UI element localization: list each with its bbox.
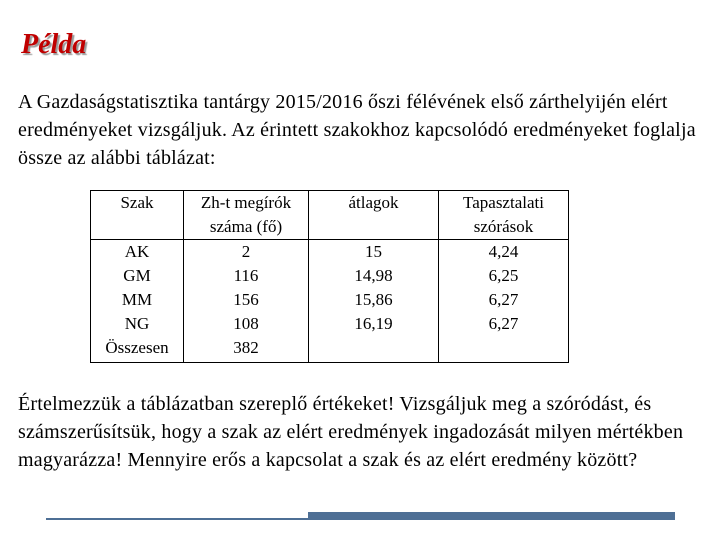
mean-value: 14,98 (354, 266, 393, 285)
header-mean: átlagok (309, 191, 439, 240)
mean-value: 16,19 (354, 314, 393, 333)
column-szak (91, 240, 184, 363)
mean-value: 15,86 (354, 290, 393, 309)
count-value: 108 (233, 314, 259, 333)
count-value: 2 (241, 242, 251, 261)
count-value: 116 (233, 266, 259, 285)
szak-value: GM (123, 266, 151, 285)
table-body-row (91, 240, 569, 363)
sd-value: 6,27 (488, 290, 519, 309)
intro-paragraph: A Gazdaságstatisztika tantárgy 2015/2016 őszi félévének első zárthelyijén elért eredményeket vizsgáljuk. Az érintett szakokhoz kapcsolódó eredményeket foglalja össze az alábbi táblázat: (18, 91, 696, 169)
results-table (90, 190, 569, 363)
sd-value: 6,25 (488, 266, 519, 285)
header-count: Zh-t megírók száma (fő) (184, 191, 309, 240)
header-szak: Szak (91, 191, 184, 240)
szak-value: AK (124, 242, 150, 261)
szak-value: NG (124, 314, 150, 333)
column-count (184, 240, 309, 363)
szak-value: MM (121, 290, 153, 309)
column-mean (309, 240, 439, 363)
sd-value: 4,24 (488, 242, 519, 261)
column-sd (439, 240, 569, 363)
mean-value: 15 (365, 242, 382, 261)
count-value: 382 (233, 338, 259, 357)
count-value: 156 (233, 290, 259, 309)
footer-divider-thick (308, 512, 675, 520)
szak-value: Összesen (105, 338, 169, 357)
footer-divider-thin (46, 518, 308, 520)
header-sd: Tapasztalati szórások (439, 191, 569, 240)
slide-title: Példa (21, 29, 87, 60)
sd-value: 6,27 (488, 314, 519, 333)
table-header-row (91, 191, 569, 240)
question-paragraph: Értelmezzük a táblázatban szereplő értékeket! Vizsgáljuk meg a szóródást, és számszerűsítsük, hogy a szak az elért eredmények ingadozását milyen mértékben magyarázza! Mennyire erős a kapcsolat a szak és az elért eredmény között? (18, 393, 684, 471)
